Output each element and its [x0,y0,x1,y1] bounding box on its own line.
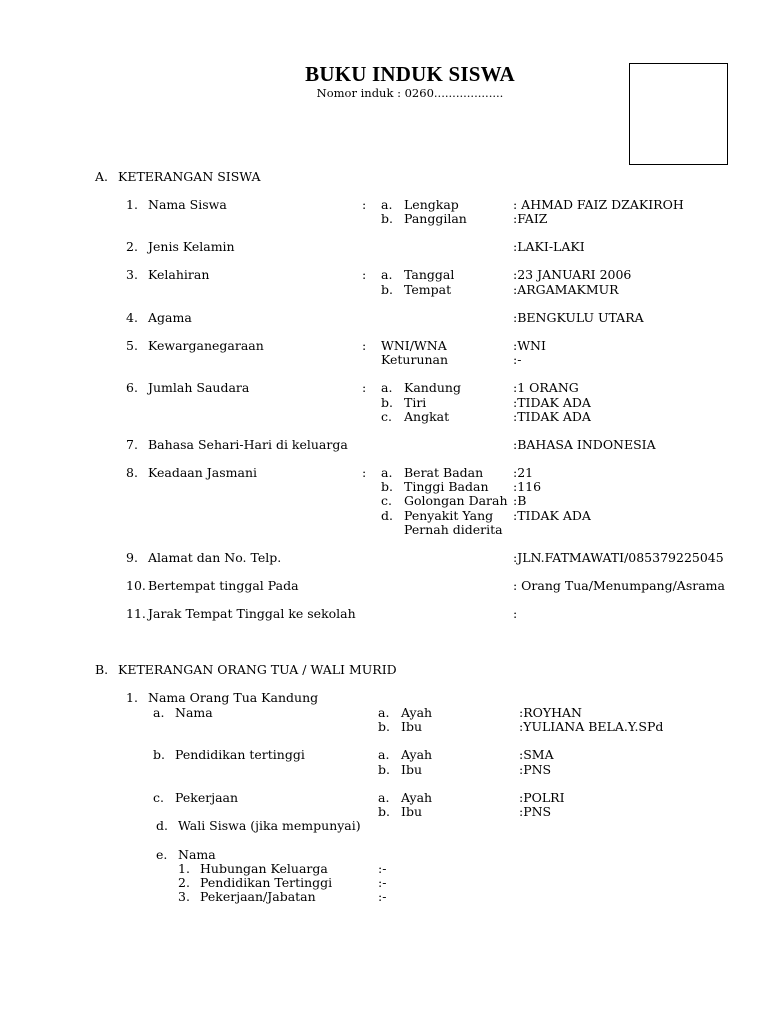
sub-label: Ayah [401,790,433,805]
item-number: 10. [126,578,146,593]
sub-label: Golongan Darah [404,493,508,508]
group-label-wali-nama: Nama [178,847,216,862]
field-value: :- [513,352,522,367]
field-value: :21 [513,465,534,480]
item-colon: : [362,465,367,480]
item-label-bahasa: Bahasa Sehari-Hari di keluarga [148,437,348,452]
sub-label: Angkat [404,409,450,424]
sub-letter: d. [381,508,393,523]
sub-letter: a. [381,267,393,282]
section-a-letter: A. [95,169,109,184]
sub-letter: a. [378,790,390,805]
sub-label: Ayah [401,747,433,762]
field-value: :BENGKULU UTARA [513,310,644,325]
item-number: 6. [126,380,138,395]
field-value: :ARGAMAKMUR [513,282,619,297]
item-number: 1. [126,690,138,705]
sub-letter: b. [378,804,390,819]
section-a-heading: KETERANGAN SISWA [118,169,261,184]
field-value: :POLRI [519,790,565,805]
field-value: :23 JANUARI 2006 [513,267,632,282]
sub-letter: b. [378,762,390,777]
field-value: :PNS [519,804,552,819]
sub-label: Penyakit Yang [404,508,494,523]
wali-row-label: Pekerjaan/Jabatan [200,889,316,904]
item-label-nama-siswa: Nama Siswa [148,197,227,212]
item-colon: : [362,267,367,282]
sub-letter: a. [381,197,393,212]
item-number: 11. [126,606,146,621]
sub-label: Kandung [404,380,461,395]
sub-letter: b. [381,211,393,226]
sub-label: Berat Badan [404,465,484,480]
sub-letter: a. [381,465,393,480]
group-letter: d. [156,818,168,833]
item-number: 2. [126,239,138,254]
sub-letter: b. [381,282,393,297]
wali-row-number: 2. [178,875,190,890]
sub-label: Tanggal [404,267,455,282]
group-letter: e. [156,847,168,862]
sub-label: Panggilan [404,211,467,226]
sub-label: Ibu [401,719,422,734]
field-value: :SMA [519,747,554,762]
sub-letter: c. [381,409,392,424]
sub-label: Tiri [404,395,427,410]
item-colon: : [362,197,367,212]
item-label-keadaan-jasmani: Keadaan Jasmani [148,465,258,480]
sub-letter: b. [381,395,393,410]
item-colon: : [362,338,367,353]
field-value: :B [513,493,527,508]
wali-row-number: 1. [178,861,190,876]
sub-letter: a. [381,380,393,395]
item-label-kelahiran: Kelahiran [148,267,210,282]
field-value: :WNI [513,338,546,353]
field-value: :FAIZ [513,211,548,226]
sub-label: Tempat [404,282,452,297]
wali-row-label: Pendidikan Tertinggi [200,875,333,890]
field-value: :TIDAK ADA [513,395,591,410]
item-number: 9. [126,550,138,565]
item-number: 3. [126,267,138,282]
field-value: : [513,606,518,621]
sub-label: Ibu [401,762,422,777]
nomor-induk: Nomor induk : 0260................... [316,86,504,100]
sub-label: Ayah [401,705,433,720]
section-b-letter: B. [95,662,109,677]
item-label-jarak: Jarak Tempat Tinggal ke sekolah [148,606,356,621]
item-label-agama: Agama [148,310,192,325]
item-label-jumlah-saudara: Jumlah Saudara [148,380,250,395]
sub-letter: a. [378,705,390,720]
section-b-heading: KETERANGAN ORANG TUA / WALI MURID [118,662,397,677]
item-label-orang-tua: Nama Orang Tua Kandung [148,690,319,705]
item-label-jenis-kelamin: Jenis Kelamin [148,239,235,254]
sub-label: Keturunan [381,352,449,367]
field-value: :- [378,889,387,904]
field-value: :1 ORANG [513,380,579,395]
item-colon: : [362,380,367,395]
sub-label: Lengkap [404,197,459,212]
field-value: :TIDAK ADA [513,409,591,424]
photo-placeholder-box [629,63,728,165]
field-value: :116 [513,479,542,494]
item-number: 4. [126,310,138,325]
item-number: 1. [126,197,138,212]
sub-letter: a. [378,747,390,762]
group-letter: b. [153,747,165,762]
document-title: BUKU INDUK SISWA [305,62,515,86]
field-value: :PNS [519,762,552,777]
group-label-pendidikan: Pendidikan tertinggi [175,747,305,762]
sub-label: Ibu [401,804,422,819]
item-number: 7. [126,437,138,452]
item-label-kewarganegaraan: Kewarganegaraan [148,338,264,353]
group-label-nama: Nama [175,705,213,720]
field-value: :BAHASA INDONESIA [513,437,656,452]
field-value: :YULIANA BELA.Y.SPd [519,719,664,734]
group-letter: c. [153,790,164,805]
item-number: 5. [126,338,138,353]
group-label-pekerjaan: Pekerjaan [175,790,239,805]
field-value: :- [378,875,387,890]
item-label-alamat: Alamat dan No. Telp. [148,550,282,565]
group-letter: a. [153,705,165,720]
sub-label-continuation: Pernah diderita [404,522,503,537]
field-value: :JLN.FATMAWATI/085379225045 [513,550,724,565]
item-label-tempat-tinggal: Bertempat tinggal Pada [148,578,299,593]
sub-letter: b. [378,719,390,734]
group-label-wali: Wali Siswa (jika mempunyai) [178,818,361,833]
field-value: :TIDAK ADA [513,508,591,523]
wali-row-number: 3. [178,889,190,904]
sub-label: Tinggi Badan [404,479,489,494]
sub-label: WNI/WNA [381,338,447,353]
field-value: :ROYHAN [519,705,582,720]
sub-letter: c. [381,493,392,508]
field-value: :- [378,861,387,876]
field-value: :LAKI-LAKI [513,239,585,254]
wali-row-label: Hubungan Keluarga [200,861,328,876]
field-value: : Orang Tua/Menumpang/Asrama [513,578,725,593]
item-number: 8. [126,465,138,480]
field-value: : AHMAD FAIZ DZAKIROH [513,197,684,212]
sub-letter: b. [381,479,393,494]
